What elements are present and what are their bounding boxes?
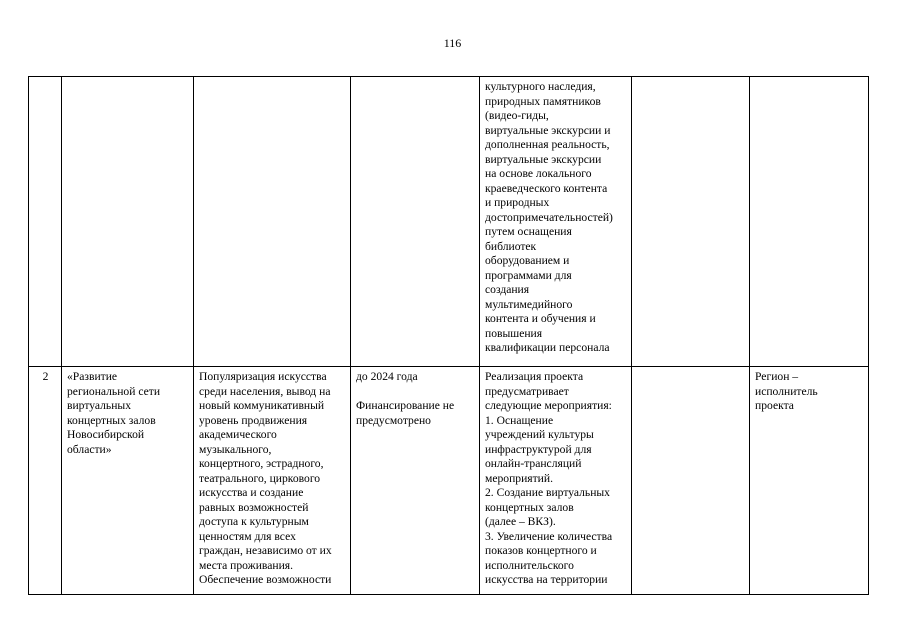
executor-text: Регион – исполнитель проекта — [755, 370, 818, 412]
row-number-cell — [29, 367, 62, 595]
executor-cell — [750, 367, 869, 595]
page-number: 116 — [443, 36, 462, 50]
empty-cell — [632, 367, 750, 595]
measures-cell — [480, 77, 632, 367]
row-number-cell — [29, 77, 62, 367]
table-row — [29, 367, 869, 595]
project-cell — [62, 77, 194, 367]
measures-text: культурного наследия, природных памятников (видео-гиды, виртуальные экскурсии и дополненная реальность, виртуальные экскурсии на основе локального краеведческого контента и природных достопримечательностей) путем оснащения библиотек оборудованием и программами для создания мультимедийного контента и обучения и повышения квалификации персонала — [485, 80, 613, 354]
empty-cell — [632, 77, 750, 367]
executor-cell — [750, 77, 869, 367]
measures-text: Реализация проекта предусматривает следующие мероприятия: 1. Оснащение учреждений культуры инфраструктурой для онлайн-трансляций мероприятий. 2. Создание виртуальных концертных залов (далее – ВКЗ). 3. Увеличение количества показов концертного и исполнительского искусства на территории — [485, 370, 613, 586]
project-goal: Популяризация искусства среди населения, вывод на новый коммуникативный уровень продвижения академического музыкального, концертного, эстрадного, театрального, циркового искусства и создание равных возможностей доступа к культурным ценностям для всех граждан, независимо от их места проживания. Обеспечение возможности — [199, 370, 332, 586]
measures-cell — [480, 367, 632, 595]
goal-cell — [194, 77, 351, 367]
project-name: «Развитие региональной сети виртуальных концертных залов Новосибирской области» — [67, 370, 161, 456]
measures-table — [28, 76, 869, 595]
project-cell — [62, 367, 194, 595]
deadline-text: до 2024 года Финансирование не предусмотрено — [356, 370, 455, 427]
deadline-cell — [351, 367, 480, 595]
goal-cell — [194, 367, 351, 595]
deadline-cell — [351, 77, 480, 367]
table-row — [29, 77, 869, 367]
row-number: 2 — [42, 370, 49, 383]
